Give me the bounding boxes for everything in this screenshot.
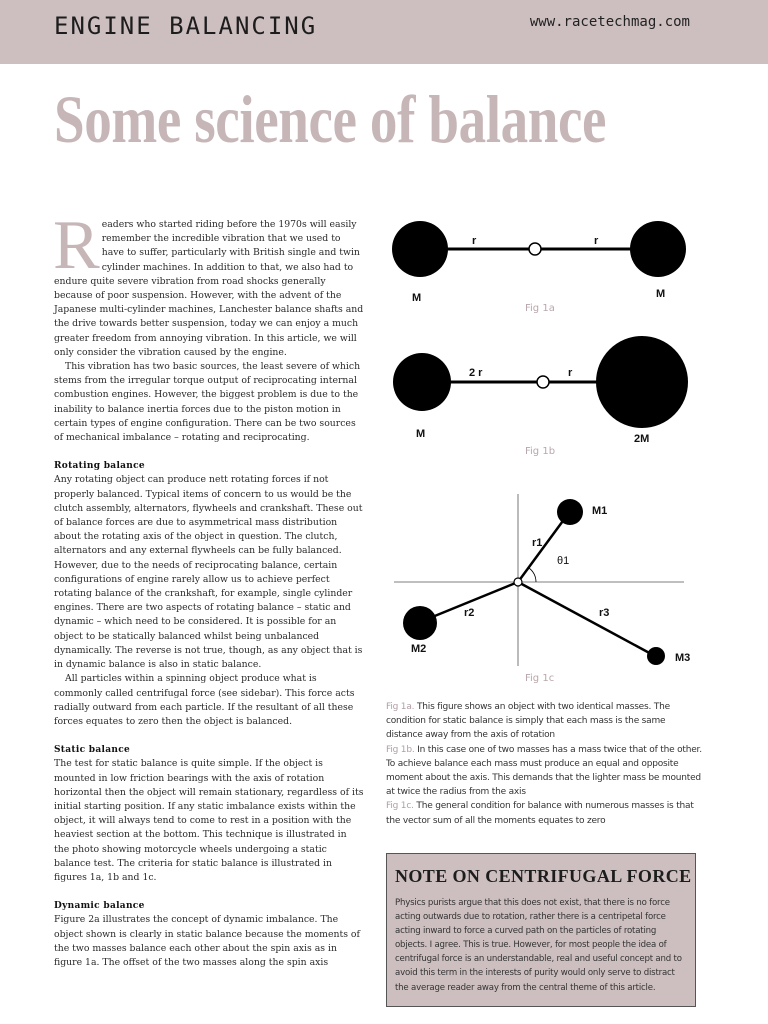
sidebar-text: Physics purists argue that this does not exist, that there is no force acting outwards due to rotation, rather there is a centripetal force acting inward to force a curved path on the particles of rotating objects. I agree. This is true. However, for most people the idea of centrifugal force is an understandable, real and useful concept and to avoid this term in the interests of purity would only serve to distract the average reader away from the central theme of this article. [395,898,682,993]
label-r1: r1 [532,537,543,549]
figure-1c [384,490,704,690]
mass-m3 [647,647,665,665]
label-mass-right: 2M [634,433,650,445]
paragraph: This vibration has two basic sources, the least severe of which stems from the irregular torque output of reciprocating internal combustion engines. However, the biggest problem is due to the inability to balance inertia forces due to the piston motion in certain types of engine configuration. There can be two sources of mechanical imbalance – rotating and reciprocating. [54,361,361,444]
figure-1a [384,215,704,320]
figure-caption: Fig 1a [525,303,555,314]
mass-right [630,221,686,277]
drop-cap: R [53,207,100,284]
caption-key: Fig 1a. [386,702,415,712]
pivot-axis [537,376,549,388]
mass-m2 [403,606,437,640]
article-body [53,207,364,970]
figure-1b [384,328,704,460]
theta-arc [529,568,536,582]
pivot-axis [514,578,522,586]
mass-m1 [557,499,583,525]
intro-text: eaders who started riding before the 1970s will easily remember the incredible vibration that we used to have to suffer, particularly with British single and twin cylinder machines. In addition to that, we also had to endure quite severe vibration from road shocks generally because of poor suspension. However, with the advent of the Japanese multi-cylinder machines, Lanchester balance shafts and the drive towards better suspension, today we can enjoy a much greater freedom from annoying vibration. In this article, we will only consider the vibration caused by the engine. [54,219,364,358]
label-mass-right: M [656,288,666,300]
label-r2: r2 [464,607,475,619]
mass-left [393,353,451,411]
paragraph: All particles within a spinning object produce what is commonly called centrifugal force (see sidebar). This force acts radially outward from each particle. If the resultant of all these forces equates to zero then the object is balanced. [54,673,355,727]
pivot-axis [529,243,541,255]
caption-fig1b [386,743,704,800]
header-bar [0,0,768,64]
label-m2: M2 [411,643,427,655]
subheading-static-balance: Static balance [54,745,131,756]
label-r-right: r [568,367,573,379]
caption-fig1a [386,700,704,743]
rod-r1 [518,514,568,582]
label-m1: M1 [592,505,608,517]
paragraph: Any rotating object can produce nett rotating forces if not properly balanced. Typical items of concern to us would be the clutch assembly, alternators, flywheels and crankshaft. These out of balance forces are due to asymmetrical mass distribution about the rotating axis of the object in question. The clutch, alternators and any external flywheels can be fully balanced. However, due to the needs of reciprocating balance, certain configurations of engine rarely allow us to achieve perfect rotating balance of the crankshaft, for example, single cylinder engines. There are two aspects of rotating balance – static and dynamic – which need to be considered. It is possible for an object to be statically balanced whilst being unbalanced dynamically. The reverse is not true, though, as any object that is in dynamic balance is also in static balance. [54,474,363,671]
paragraph: Figure 2a illustrates the concept of dynamic imbalance. The object shown is clearly in static balance because the moments of the two masses balance each other about the spin axis as in figure 1a. The offset of the two masses along the spin axis [54,914,360,968]
figure-caption: Fig 1c [525,673,555,684]
section-title: ENGINE BALANCING [54,12,318,40]
caption-text: The general condition for balance with numerous masses is that the vector sum of all the moments equates to zero [386,801,694,826]
label-mass-left: M [412,292,422,304]
sidebar-title: NOTE ON CENTRIFUGAL FORCE [395,866,692,886]
intro-paragraph [53,207,364,360]
label-r3: r3 [599,607,610,619]
caption-key: Fig 1b. [386,744,415,755]
label-theta: θ1 [557,555,570,567]
mass-right [596,336,688,428]
label-m3: M3 [675,652,691,664]
paragraph: The test for static balance is quite simple. If the object is mounted in low friction bearings with the axis of rotation horizontal then the object will remain stationary, regardless of its initial starting position. If any static imbalance exists within the object, it will always tend to come to rest in a position with the heaviest section at the bottom. This technique is illustrated in the photo showing motorcycle wheels undergoing a static balance test. The criteria for static balance is illustrated in figures 1a, 1b and 1c. [54,758,364,883]
caption-text: This figure shows an object with two identical masses. The condition for static balance is simply that each mass is the same distance away from the axis of rotation [386,702,670,741]
label-r-right: r [594,235,599,247]
figure-caption: Fig 1b [525,446,556,457]
label-mass-left: M [416,428,426,440]
sidebar-box [386,853,696,1007]
label-r-left: 2 r [469,367,483,379]
mass-left [392,221,448,277]
caption-key: Fig 1c. [386,801,414,812]
subheading-rotating-balance: Rotating balance [54,461,145,472]
site-url[interactable]: www.racetechmag.com [529,14,690,30]
caption-text: In this case one of two masses has a mass twice that of the other. To achieve balance each mass must produce an equal and opposite moment about the axis. This demands that the lighter mass be mounted at twice the radius from the axis [386,744,702,798]
article-headline: Some science of balance [54,81,607,157]
figure-captions [386,700,704,828]
rod-r3 [518,582,655,656]
subheading-dynamic-balance: Dynamic balance [54,901,145,912]
label-r-left: r [472,235,477,247]
caption-fig1c [386,799,704,827]
